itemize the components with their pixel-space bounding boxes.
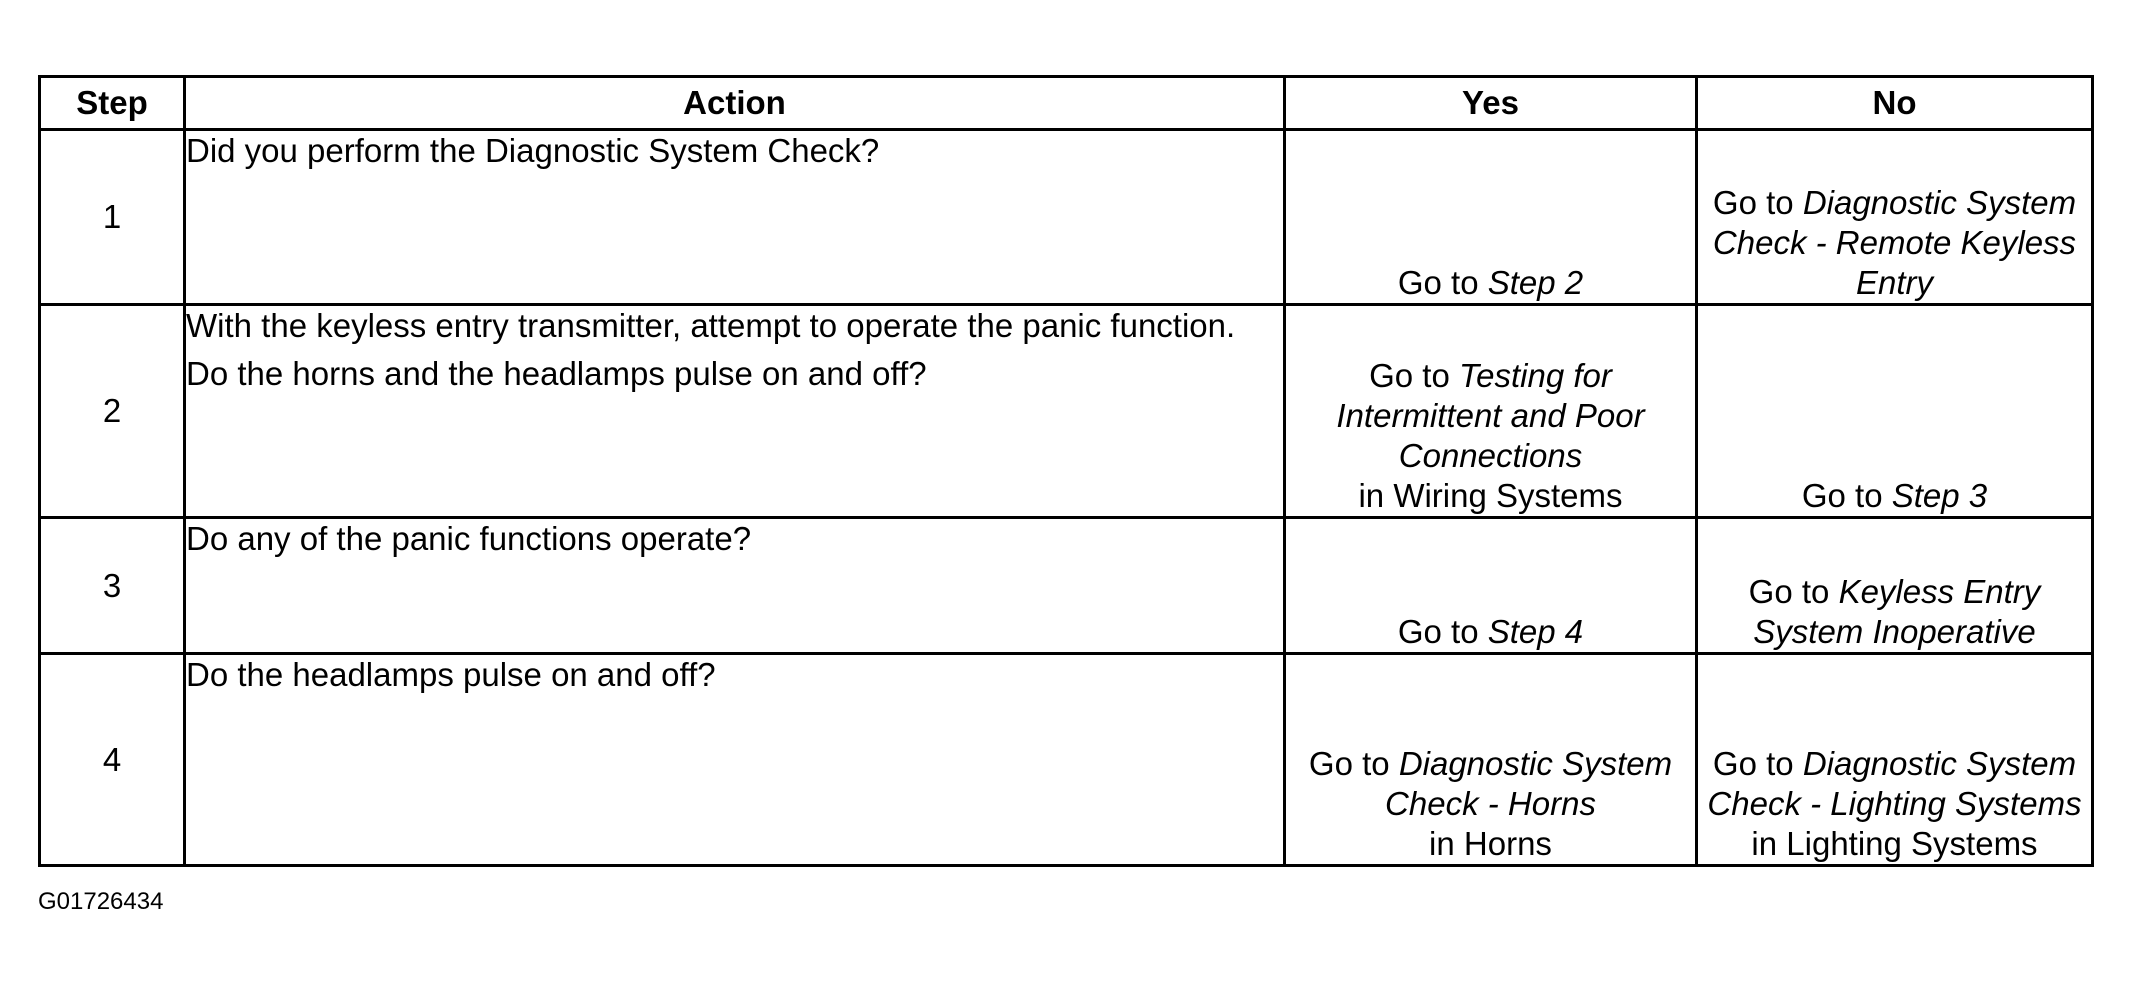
step-number: 3 (40, 518, 185, 654)
action-question: Do the horns and the headlamps pulse on and off? (186, 355, 927, 392)
yes-cell (1285, 130, 1697, 305)
yes-cell (1285, 654, 1697, 866)
action-cell (185, 518, 1285, 654)
yes-lead: Go to (1397, 613, 1488, 650)
yes-reference: Testing for Intermittent and Poor Connections (1336, 357, 1645, 474)
step-number: 4 (40, 654, 185, 866)
no-reference: Step 3 (1891, 477, 1988, 514)
no-reference: Keyless Entry System Inoperative (1753, 573, 2041, 650)
no-cell (1697, 130, 2093, 305)
no-cell (1697, 305, 2093, 518)
action-text: Did you perform the Diagnostic System Check? (186, 132, 880, 169)
table-row (40, 130, 2093, 305)
action-cell (185, 654, 1285, 866)
diagnostic-table-wrap (38, 75, 2094, 867)
no-tail: in Lighting Systems (1751, 825, 2038, 862)
header-row (40, 77, 2093, 130)
table-row (40, 518, 2093, 654)
action-text: With the keyless entry transmitter, attempt to operate the panic function. (186, 307, 1236, 344)
action-cell (185, 130, 1285, 305)
yes-reference: Step 2 (1487, 264, 1584, 301)
no-lead: Go to (1748, 573, 1839, 610)
action-text: Do any of the panic functions operate? (186, 520, 752, 557)
no-reference: Diagnostic System Check - Remote Keyless Entry (1712, 184, 2077, 301)
header-action: Action (185, 77, 1285, 130)
no-reference: Diagnostic System Check - Lighting Systems (1707, 745, 2082, 822)
yes-lead: Go to (1397, 264, 1488, 301)
header-no: No (1697, 77, 2093, 130)
no-cell (1697, 654, 2093, 866)
diagnostic-table (38, 75, 2094, 867)
no-lead: Go to (1712, 745, 1803, 782)
no-cell (1697, 518, 2093, 654)
action-cell (185, 305, 1285, 518)
table-row (40, 654, 2093, 866)
header-yes: Yes (1285, 77, 1697, 130)
step-number: 1 (40, 130, 185, 305)
yes-reference: Step 4 (1487, 613, 1584, 650)
yes-lead: Go to (1369, 357, 1459, 394)
table-row (40, 305, 2093, 518)
yes-reference: Diagnostic System Check - Horns (1385, 745, 1673, 822)
yes-cell (1285, 518, 1697, 654)
header-step: Step (40, 77, 185, 130)
yes-cell (1285, 305, 1697, 518)
no-lead: Go to (1712, 184, 1803, 221)
action-text: Do the headlamps pulse on and off? (186, 656, 716, 693)
yes-tail: in Wiring Systems (1358, 477, 1623, 514)
step-number: 2 (40, 305, 185, 518)
figure-id: G01726434 (38, 888, 164, 915)
no-lead: Go to (1801, 477, 1892, 514)
yes-tail: in Horns (1429, 825, 1552, 862)
yes-lead: Go to (1308, 745, 1399, 782)
